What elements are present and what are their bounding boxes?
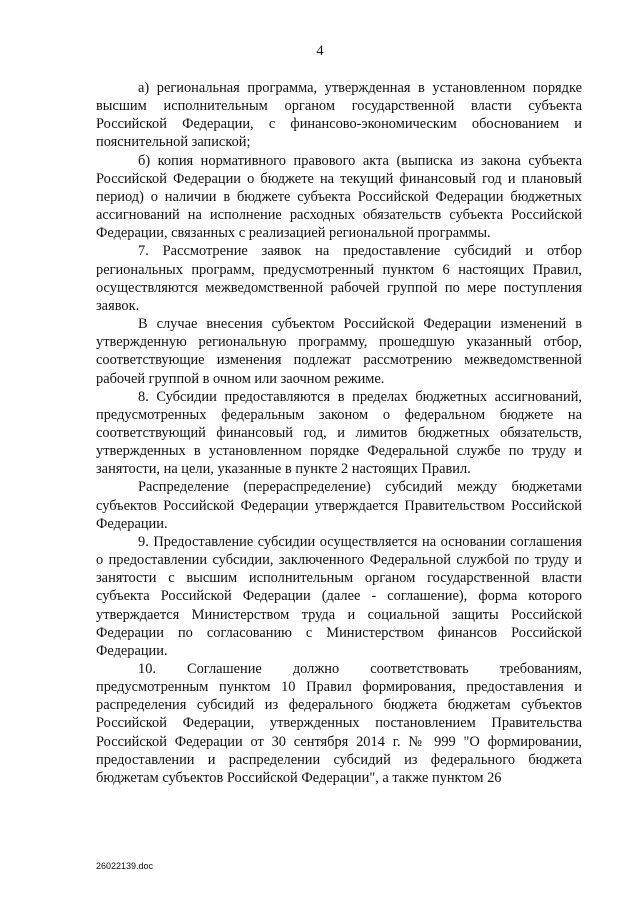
paragraph-b: б) копия нормативного правового акта (выписка из закона субъекта Российской Федерации о бюджете на текущий финансовый год и плановый период) о наличии в бюджете субъекта Российской Федерации бюджетных ассигнований на исполнение расходных обязательств субъекта Российской Федерации, связанных с реализацией региональной программы. <box>96 152 582 242</box>
paragraph-8: 8. Субсидии предоставляются в пределах бюджетных ассигнований, предусмотренных федеральным законом о федеральном бюджете на соответствующий финансовый год, и лимитов бюджетных обязательств, утвержденных в установленном порядке Федеральной службе по труду и занятости, на цели, указанные в пункте 2 настоящих Правил. <box>96 388 582 478</box>
paragraph-7-amendments: В случае внесения субъектом Российской Федерации изменений в утвержденную региональную программу, прошедшую указанный отбор, соответствующие изменения подлежат рассмотрению межведомственной рабочей группой в очном или заочном режиме. <box>96 316 582 387</box>
paragraph-a: а) региональная программа, утвержденная в установленном порядке высшим исполнительным органом государственной власти субъекта Российской Федерации, с финансово-экономическим обоснованием и пояснительной запиской; <box>96 80 582 151</box>
paragraph-7: 7. Рассмотрение заявок на предоставление субсидий и отбор региональных программ, предусмотренный пунктом 6 настоящих Правил, осуществляются межведомственной рабочей группой по мере поступления заявок. <box>96 243 582 314</box>
file-name-footer: 26022139.doc <box>96 861 154 871</box>
paragraph-8-distribution: Распределение (перераспределение) субсидий между бюджетами субъектов Российской Федерации утверждается Правительством Российской Федерации. <box>96 479 582 532</box>
page-number: 4 <box>316 43 324 59</box>
document-body <box>96 79 582 787</box>
paragraph-10: 10. Соглашение должно соответствовать требованиям, предусмотренным пунктом 10 Правил формирования, предоставления и распределения субсидий из федерального бюджета бюджетам субъектов Российской Федерации, утвержденных постановлением Правительства Российской Федерации от 30 сентября 2014 г. № 999 "О формировании, предоставлении и распределении субсидий из федерального бюджета бюджетам субъектов Российской Федерации", а также пунктом 26 <box>96 661 582 786</box>
paragraph-9: 9. Предоставление субсидии осуществляется на основании соглашения о предоставлении субсидии, заключенного Федеральной службой по труду и занятости с высшим исполнительным органом государственной власти субъекта Российской Федерации (далее - соглашение), форма которого утверждается Министерством труда и социальной защиты Российской Федерации по согласованию с Министерством финансов Российской Федерации. <box>96 533 582 659</box>
